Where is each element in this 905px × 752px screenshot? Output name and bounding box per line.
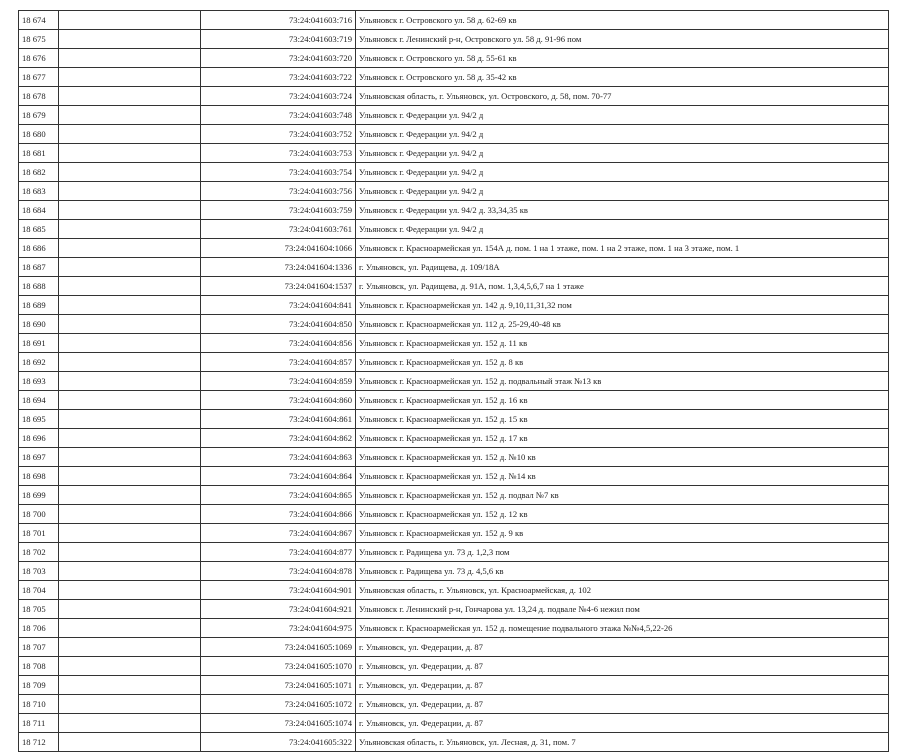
table-row xyxy=(19,714,889,733)
row-number-cell: 18 683 xyxy=(19,182,59,201)
table-row xyxy=(19,410,889,429)
address-cell: г. Ульяновск, ул. Федерации, д. 87 xyxy=(356,657,889,676)
row-number-cell: 18 706 xyxy=(19,619,59,638)
table-row xyxy=(19,372,889,391)
empty-cell xyxy=(59,49,201,68)
cadastral-number-cell: 73:24:041604:975 xyxy=(201,619,356,638)
cadastral-number-cell: 73:24:041603:752 xyxy=(201,125,356,144)
row-number-cell: 18 674 xyxy=(19,11,59,30)
row-number-cell: 18 682 xyxy=(19,163,59,182)
cadastral-number-cell: 73:24:041605:1072 xyxy=(201,695,356,714)
address-cell: г. Ульяновск, ул. Радищева, д. 109/18А xyxy=(356,258,889,277)
empty-cell xyxy=(59,486,201,505)
cadastral-number-cell: 73:24:041604:863 xyxy=(201,448,356,467)
empty-cell xyxy=(59,391,201,410)
row-number-cell: 18 685 xyxy=(19,220,59,239)
address-cell: Ульяновск г. Красноармейская ул. 152 д. №10 кв xyxy=(356,448,889,467)
cadastral-number-cell: 73:24:041604:865 xyxy=(201,486,356,505)
empty-cell xyxy=(59,581,201,600)
table-row xyxy=(19,733,889,752)
address-cell: Ульяновск г. Федерации ул. 94/2 д xyxy=(356,125,889,144)
table-row xyxy=(19,600,889,619)
cadastral-number-cell: 73:24:041603:748 xyxy=(201,106,356,125)
cadastral-number-cell: 73:24:041603:716 xyxy=(201,11,356,30)
cadastral-number-cell: 73:24:041604:861 xyxy=(201,410,356,429)
empty-cell xyxy=(59,125,201,144)
empty-cell xyxy=(59,182,201,201)
address-cell: Ульяновская область, г. Ульяновск, ул. Красноармейская, д. 102 xyxy=(356,581,889,600)
table-row xyxy=(19,524,889,543)
table-row xyxy=(19,448,889,467)
address-cell: Ульяновск г. Федерации ул. 94/2 д xyxy=(356,144,889,163)
row-number-cell: 18 705 xyxy=(19,600,59,619)
table-row xyxy=(19,486,889,505)
empty-cell xyxy=(59,543,201,562)
table-row xyxy=(19,11,889,30)
address-cell: г. Ульяновск, ул. Радищева, д. 91А, пом. 1,3,4,5,6,7 на 1 этаже xyxy=(356,277,889,296)
empty-cell xyxy=(59,277,201,296)
row-number-cell: 18 707 xyxy=(19,638,59,657)
cadastral-number-cell: 73:24:041604:857 xyxy=(201,353,356,372)
cadastral-number-cell: 73:24:041604:867 xyxy=(201,524,356,543)
cadastral-number-cell: 73:24:041603:754 xyxy=(201,163,356,182)
address-cell: Ульяновск г. Красноармейская ул. 154А д. пом. 1 на 1 этаже, пом. 1 на 2 этаже, пом. 1 на 3 этаже, пом. 1 xyxy=(356,239,889,258)
row-number-cell: 18 679 xyxy=(19,106,59,125)
empty-cell xyxy=(59,163,201,182)
table-row xyxy=(19,657,889,676)
cadastral-number-cell: 73:24:041604:1336 xyxy=(201,258,356,277)
row-number-cell: 18 710 xyxy=(19,695,59,714)
table-row xyxy=(19,315,889,334)
row-number-cell: 18 697 xyxy=(19,448,59,467)
table-row xyxy=(19,220,889,239)
empty-cell xyxy=(59,695,201,714)
address-cell: Ульяновск г. Красноармейская ул. 152 д. помещение подвального этажа №№4,5,22-26 xyxy=(356,619,889,638)
cadastral-number-cell: 73:24:041604:878 xyxy=(201,562,356,581)
cadastral-number-cell: 73:24:041605:322 xyxy=(201,733,356,752)
cadastral-number-cell: 73:24:041605:1069 xyxy=(201,638,356,657)
cadastral-number-cell: 73:24:041604:866 xyxy=(201,505,356,524)
empty-cell xyxy=(59,353,201,372)
empty-cell xyxy=(59,429,201,448)
address-cell: Ульяновск г. Федерации ул. 94/2 д xyxy=(356,220,889,239)
empty-cell xyxy=(59,600,201,619)
row-number-cell: 18 675 xyxy=(19,30,59,49)
empty-cell xyxy=(59,87,201,106)
empty-cell xyxy=(59,144,201,163)
empty-cell xyxy=(59,296,201,315)
table-row xyxy=(19,163,889,182)
table-row xyxy=(19,239,889,258)
row-number-cell: 18 677 xyxy=(19,68,59,87)
address-cell: Ульяновск г. Радищева ул. 73 д. 4,5,6 кв xyxy=(356,562,889,581)
table-row xyxy=(19,467,889,486)
table-row xyxy=(19,391,889,410)
cadastral-number-cell: 73:24:041604:841 xyxy=(201,296,356,315)
table-row xyxy=(19,296,889,315)
address-cell: г. Ульяновск, ул. Федерации, д. 87 xyxy=(356,695,889,714)
cadastral-number-cell: 73:24:041604:864 xyxy=(201,467,356,486)
cadastral-number-cell: 73:24:041604:862 xyxy=(201,429,356,448)
row-number-cell: 18 709 xyxy=(19,676,59,695)
address-cell: Ульяновск г. Красноармейская ул. 152 д. 8 кв xyxy=(356,353,889,372)
row-number-cell: 18 691 xyxy=(19,334,59,353)
table-row xyxy=(19,106,889,125)
table-row xyxy=(19,581,889,600)
row-number-cell: 18 692 xyxy=(19,353,59,372)
row-number-cell: 18 690 xyxy=(19,315,59,334)
row-number-cell: 18 686 xyxy=(19,239,59,258)
address-cell: Ульяновск г. Красноармейская ул. 152 д. 17 кв xyxy=(356,429,889,448)
row-number-cell: 18 711 xyxy=(19,714,59,733)
address-cell: Ульяновск г. Красноармейская ул. 152 д. №14 кв xyxy=(356,467,889,486)
row-number-cell: 18 693 xyxy=(19,372,59,391)
row-number-cell: 18 698 xyxy=(19,467,59,486)
row-number-cell: 18 680 xyxy=(19,125,59,144)
empty-cell xyxy=(59,524,201,543)
address-cell: Ульяновск г. Федерации ул. 94/2 д xyxy=(356,163,889,182)
empty-cell xyxy=(59,258,201,277)
cadastral-number-cell: 73:24:041604:860 xyxy=(201,391,356,410)
empty-cell xyxy=(59,467,201,486)
row-number-cell: 18 687 xyxy=(19,258,59,277)
cadastral-number-cell: 73:24:041603:761 xyxy=(201,220,356,239)
empty-cell xyxy=(59,315,201,334)
address-cell: Ульяновск г. Красноармейская ул. 152 д. 11 кв xyxy=(356,334,889,353)
empty-cell xyxy=(59,334,201,353)
cadastral-number-cell: 73:24:041605:1071 xyxy=(201,676,356,695)
empty-cell xyxy=(59,638,201,657)
table-row xyxy=(19,87,889,106)
cadastral-number-cell: 73:24:041604:921 xyxy=(201,600,356,619)
row-number-cell: 18 695 xyxy=(19,410,59,429)
table-row xyxy=(19,30,889,49)
address-cell: Ульяновск г. Федерации ул. 94/2 д xyxy=(356,106,889,125)
table-row xyxy=(19,429,889,448)
table-row xyxy=(19,353,889,372)
cadastral-number-cell: 73:24:041605:1070 xyxy=(201,657,356,676)
empty-cell xyxy=(59,106,201,125)
cadastral-number-cell: 73:24:041604:859 xyxy=(201,372,356,391)
row-number-cell: 18 702 xyxy=(19,543,59,562)
table-row xyxy=(19,543,889,562)
row-number-cell: 18 699 xyxy=(19,486,59,505)
cadastral-table xyxy=(18,10,889,752)
cadastral-number-cell: 73:24:041603:756 xyxy=(201,182,356,201)
table-row xyxy=(19,695,889,714)
table-row xyxy=(19,505,889,524)
address-cell: г. Ульяновск, ул. Федерации, д. 87 xyxy=(356,638,889,657)
table-row xyxy=(19,277,889,296)
row-number-cell: 18 689 xyxy=(19,296,59,315)
cadastral-number-cell: 73:24:041604:1066 xyxy=(201,239,356,258)
empty-cell xyxy=(59,619,201,638)
address-cell: Ульяновск г. Островского ул. 58 д. 55-61 кв xyxy=(356,49,889,68)
table-row xyxy=(19,125,889,144)
row-number-cell: 18 684 xyxy=(19,201,59,220)
empty-cell xyxy=(59,372,201,391)
cadastral-number-cell: 73:24:041604:901 xyxy=(201,581,356,600)
empty-cell xyxy=(59,714,201,733)
empty-cell xyxy=(59,201,201,220)
address-cell: Ульяновск г. Красноармейская ул. 152 д. 16 кв xyxy=(356,391,889,410)
address-cell: Ульяновск г. Островского ул. 58 д. 62-69 кв xyxy=(356,11,889,30)
cadastral-number-cell: 73:24:041604:850 xyxy=(201,315,356,334)
cadastral-number-cell: 73:24:041603:724 xyxy=(201,87,356,106)
address-cell: Ульяновск г. Ленинский р-н, Гончарова ул. 13,24 д. подвале №4-6 нежил пом xyxy=(356,600,889,619)
address-cell: Ульяновск г. Красноармейская ул. 112 д. 25-29,40-48 кв xyxy=(356,315,889,334)
table-row xyxy=(19,144,889,163)
empty-cell xyxy=(59,505,201,524)
address-cell: Ульяновск г. Островского ул. 58 д. 35-42 кв xyxy=(356,68,889,87)
cadastral-number-cell: 73:24:041604:1537 xyxy=(201,277,356,296)
address-cell: Ульяновск г. Красноармейская ул. 152 д. 9 кв xyxy=(356,524,889,543)
cadastral-number-cell: 73:24:041603:719 xyxy=(201,30,356,49)
row-number-cell: 18 704 xyxy=(19,581,59,600)
row-number-cell: 18 696 xyxy=(19,429,59,448)
address-cell: Ульяновск г. Красноармейская ул. 152 д. подвальный этаж №13 кв xyxy=(356,372,889,391)
table-body xyxy=(19,11,889,752)
empty-cell xyxy=(59,30,201,49)
row-number-cell: 18 688 xyxy=(19,277,59,296)
address-cell: Ульяновск г. Красноармейская ул. 142 д. 9,10,11,31,32 пом xyxy=(356,296,889,315)
address-cell: Ульяновская область, г. Ульяновск, ул. Лесная, д. 31, пом. 7 xyxy=(356,733,889,752)
row-number-cell: 18 708 xyxy=(19,657,59,676)
table-row xyxy=(19,676,889,695)
row-number-cell: 18 701 xyxy=(19,524,59,543)
address-cell: г. Ульяновск, ул. Федерации, д. 87 xyxy=(356,714,889,733)
cadastral-number-cell: 73:24:041604:856 xyxy=(201,334,356,353)
row-number-cell: 18 712 xyxy=(19,733,59,752)
empty-cell xyxy=(59,657,201,676)
empty-cell xyxy=(59,239,201,258)
cadastral-number-cell: 73:24:041605:1074 xyxy=(201,714,356,733)
table-row xyxy=(19,201,889,220)
cadastral-number-cell: 73:24:041603:720 xyxy=(201,49,356,68)
table-row xyxy=(19,258,889,277)
table-row xyxy=(19,619,889,638)
address-cell: Ульяновск г. Ленинский р-н, Островского ул. 58 д. 91-96 пом xyxy=(356,30,889,49)
row-number-cell: 18 703 xyxy=(19,562,59,581)
cadastral-number-cell: 73:24:041603:722 xyxy=(201,68,356,87)
cadastral-number-cell: 73:24:041604:877 xyxy=(201,543,356,562)
table-row xyxy=(19,638,889,657)
address-cell: г. Ульяновск, ул. Федерации, д. 87 xyxy=(356,676,889,695)
empty-cell xyxy=(59,733,201,752)
table-row xyxy=(19,334,889,353)
empty-cell xyxy=(59,68,201,87)
row-number-cell: 18 678 xyxy=(19,87,59,106)
table-row xyxy=(19,68,889,87)
table-row xyxy=(19,182,889,201)
cadastral-number-cell: 73:24:041603:759 xyxy=(201,201,356,220)
address-cell: Ульяновская область, г. Ульяновск, ул. Островского, д. 58, пом. 70-77 xyxy=(356,87,889,106)
empty-cell xyxy=(59,11,201,30)
row-number-cell: 18 681 xyxy=(19,144,59,163)
table-row xyxy=(19,49,889,68)
address-cell: Ульяновск г. Радищева ул. 73 д. 1,2,3 пом xyxy=(356,543,889,562)
address-cell: Ульяновск г. Красноармейская ул. 152 д. подвал №7 кв xyxy=(356,486,889,505)
cadastral-number-cell: 73:24:041603:753 xyxy=(201,144,356,163)
row-number-cell: 18 694 xyxy=(19,391,59,410)
address-cell: Ульяновск г. Федерации ул. 94/2 д xyxy=(356,182,889,201)
empty-cell xyxy=(59,448,201,467)
empty-cell xyxy=(59,562,201,581)
empty-cell xyxy=(59,410,201,429)
row-number-cell: 18 676 xyxy=(19,49,59,68)
empty-cell xyxy=(59,220,201,239)
address-cell: Ульяновск г. Красноармейская ул. 152 д. 12 кв xyxy=(356,505,889,524)
address-cell: Ульяновск г. Федерации ул. 94/2 д. 33,34,35 кв xyxy=(356,201,889,220)
address-cell: Ульяновск г. Красноармейская ул. 152 д. 15 кв xyxy=(356,410,889,429)
empty-cell xyxy=(59,676,201,695)
row-number-cell: 18 700 xyxy=(19,505,59,524)
table-row xyxy=(19,562,889,581)
